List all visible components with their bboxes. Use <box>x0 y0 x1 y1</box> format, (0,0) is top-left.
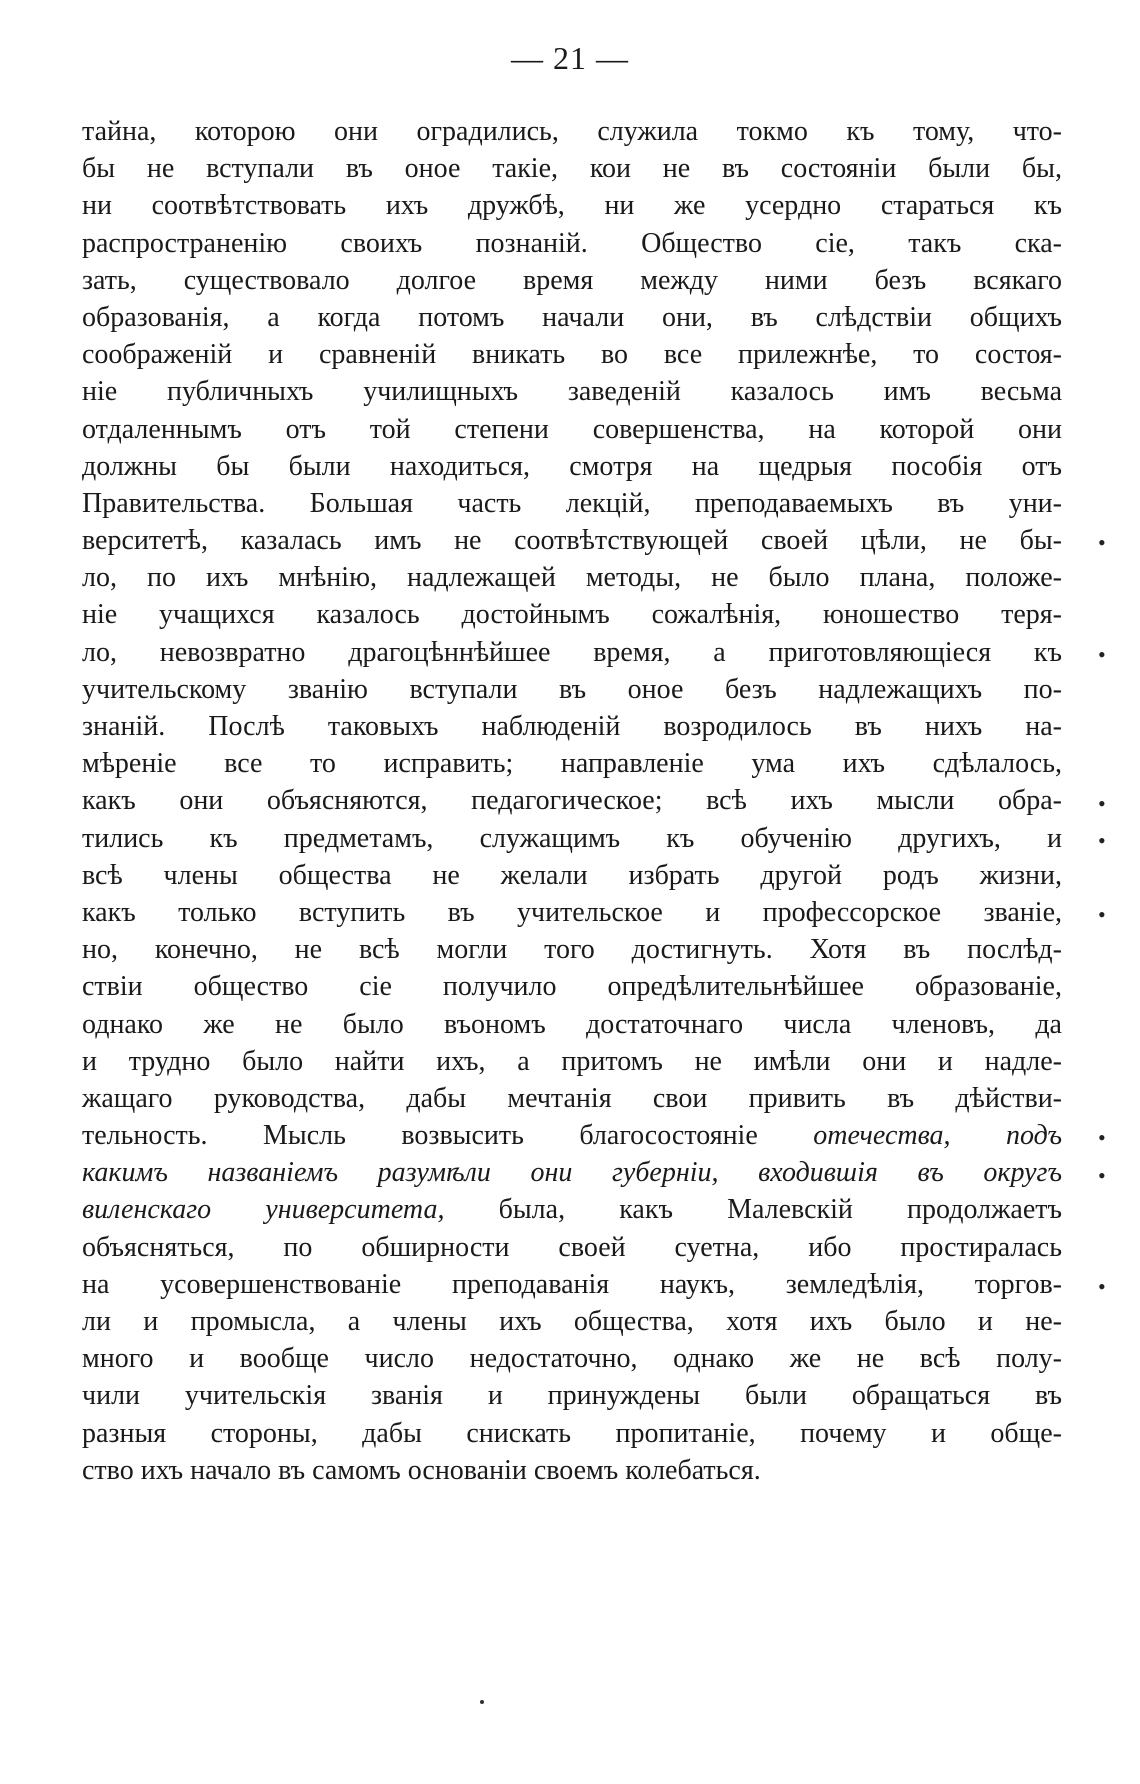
text-segment: и трудно было найти ихъ, а притомъ не имѣли они и надле- <box>82 1045 1062 1077</box>
text-segment: какъ только вступить въ учительское и профессорское званіе, <box>82 896 1062 928</box>
italic-text-segment: виленскаго университета, <box>82 1194 445 1226</box>
text-segment: ство ихъ начало въ самомъ основаніи своемъ колебаться. <box>82 1454 761 1486</box>
text-segment: много и вообще число недостаточно, однако же не всѣ полу- <box>82 1343 1062 1375</box>
margin-mark: • <box>1098 1125 1106 1151</box>
text-line <box>82 634 1062 671</box>
text-segment: ло, невозвратно драгоцѣннѣйшее время, а приготовляющіеся къ <box>82 636 1062 668</box>
text-segment: отдаленнымъ отъ той степени совершенства, на которой они <box>82 413 1062 445</box>
text-line <box>82 968 1062 1005</box>
text-segment: на усовершенствованіе преподаванія наукъ, земледѣлія, торгов- <box>82 1268 1062 1300</box>
text-line <box>82 1117 1062 1154</box>
text-segment: верситетѣ, казалась имъ не соотвѣтствующей своей цѣли, не бы- <box>82 525 1062 557</box>
text-line <box>82 1043 1062 1080</box>
text-segment: ніе учащихся казалось достойнымъ сожалѣнія, юношество теря- <box>82 599 1062 631</box>
text-line <box>82 671 1062 708</box>
italic-text-segment: какимъ названіемъ разумѣли они губерніи, входившія въ округъ <box>82 1157 1062 1189</box>
text-segment: чили учительскія званія и принуждены были обращаться въ <box>82 1380 1062 1412</box>
text-segment: объясняться, по обширности своей суетна, ибо простиралась <box>82 1231 1062 1263</box>
text-line <box>82 187 1062 224</box>
ink-speck <box>480 1700 484 1704</box>
text-line <box>82 522 1062 559</box>
margin-mark: • <box>1098 902 1106 928</box>
text-line <box>82 1340 1062 1377</box>
text-line <box>82 1080 1062 1117</box>
text-line <box>82 448 1062 485</box>
text-line <box>82 113 1062 150</box>
text-line <box>82 225 1062 262</box>
text-segment: должны бы были находиться, смотря на щедрыя пособія отъ <box>82 450 1062 482</box>
text-segment: ли и промысла, а члены ихъ общества, хотя ихъ было и не- <box>82 1306 1062 1337</box>
text-line <box>82 1377 1062 1414</box>
margin-mark: • <box>1098 641 1106 667</box>
text-line <box>82 373 1062 410</box>
text-line <box>82 1006 1062 1043</box>
text-line <box>82 485 1062 522</box>
text-segment: тайна, которою они оградились, служила токмо къ тому, что- <box>82 116 1062 147</box>
text-line <box>82 1229 1062 1266</box>
text-segment: разныя стороны, дабы снискать пропитаніе, почему и обще- <box>82 1417 1062 1449</box>
text-line <box>82 262 1062 299</box>
text-segment: тельность. Мысль возвысить благосостояніе <box>82 1120 814 1152</box>
text-line <box>82 1266 1062 1303</box>
text-line <box>82 559 1062 596</box>
text-line <box>82 1303 1062 1340</box>
text-segment: учительскому званію вступали въ оное безъ надлежащихъ по- <box>82 673 1062 705</box>
text-segment: ніе публичныхъ училищныхъ заведеній казалось имъ весьма <box>82 376 1062 408</box>
text-segment: распространенію своихъ познаній. Общество сіе, такъ ска- <box>82 227 1062 259</box>
page-number: — 21 — <box>511 40 629 76</box>
text-line <box>82 857 1062 894</box>
text-segment: соображеній и сравненій вникать во все прилежнѣе, то состоя- <box>82 339 1062 371</box>
text-line <box>82 1154 1062 1191</box>
text-line <box>82 1191 1062 1228</box>
margin-mark: • <box>1098 530 1106 556</box>
text-segment: зать, существовало долгое время между ними безъ всякаго <box>82 264 1062 296</box>
margin-mark: • <box>1098 790 1106 816</box>
text-segment: ло, по ихъ мнѣнію, надлежащей методы, не было плана, положе- <box>82 562 1062 594</box>
text-line <box>82 596 1062 633</box>
text-segment: образованія, а когда потомъ начали они, въ слѣдствіи общихъ <box>82 301 1062 333</box>
text-line <box>82 150 1062 187</box>
text-line <box>82 745 1062 782</box>
text-line <box>82 411 1062 448</box>
text-segment: жащаго руководства, дабы мечтанія свои привить въ дѣйстви- <box>82 1082 1062 1114</box>
text-line <box>82 1415 1062 1452</box>
text-segment: бы не вступали въ оное такіе, кои не въ состояніи были бы, <box>82 153 1062 185</box>
text-segment: мѣреніе все то исправить; направленіе ума ихъ сдѣлалось, <box>82 748 1062 780</box>
text-segment: какъ они объясняются, педагогическое; всѣ ихъ мысли обра- <box>82 785 1062 817</box>
italic-text-segment: отечества, подъ <box>813 1120 1062 1152</box>
text-line <box>82 336 1062 373</box>
text-segment: ни соотвѣтствовать ихъ дружбѣ, ни же усердно стараться къ <box>82 190 1062 222</box>
text-segment: однако же не было въономъ достаточнаго числа членовъ, да <box>82 1008 1062 1040</box>
text-line <box>82 708 1062 745</box>
text-line <box>82 820 1062 857</box>
text-segment: но, конечно, не всѣ могли того достигнуть. Хотя въ послѣд- <box>82 934 1062 966</box>
text-line <box>82 931 1062 968</box>
body-text <box>82 113 1062 1489</box>
text-line <box>82 894 1062 931</box>
margin-mark: • <box>1098 1274 1106 1300</box>
margin-mark: • <box>1098 1162 1106 1188</box>
text-line <box>82 782 1062 819</box>
text-line <box>82 1452 1062 1489</box>
text-segment: знаній. Послѣ таковыхъ наблюденій возродилось въ нихъ на- <box>82 711 1062 742</box>
text-segment: была, какъ Малевскій продолжаетъ <box>444 1194 1062 1226</box>
text-segment: Правительства. Большая часть лекцій, преподаваемыхъ въ уни- <box>82 487 1062 519</box>
text-line <box>82 299 1062 336</box>
margin-mark: • <box>1098 827 1106 853</box>
text-segment: ствіи общество сіе получило опредѣлительнѣйшее образованіе, <box>82 971 1062 1003</box>
text-segment: всѣ члены общества не желали избрать другой родъ жизни, <box>82 859 1062 891</box>
text-segment: тились къ предметамъ, служащимъ къ обученію другихъ, и <box>82 822 1062 854</box>
